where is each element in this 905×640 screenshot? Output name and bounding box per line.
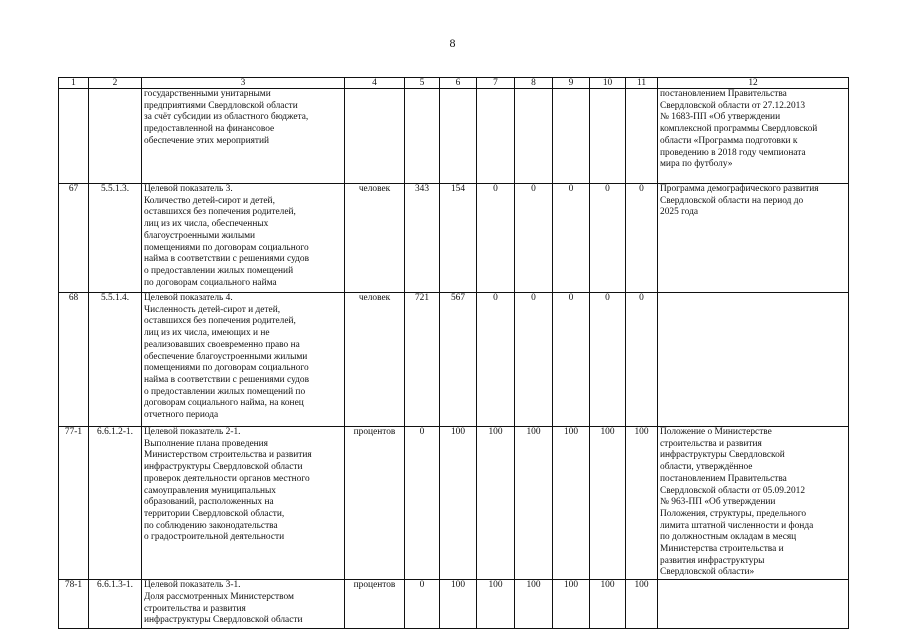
header-cell: 8 — [515, 78, 553, 89]
header-cell: 12 — [658, 78, 849, 89]
indicators-table — [58, 77, 849, 629]
row-number-cell: 68 — [59, 293, 89, 427]
value-cell: 0 — [477, 184, 515, 293]
header-cell: 3 — [142, 78, 345, 89]
row-number-cell: 67 — [59, 184, 89, 293]
header-cell: 10 — [590, 78, 626, 89]
value-cell: 0 — [626, 293, 658, 427]
unit-cell: процентов — [345, 580, 405, 629]
value-cell: 100 — [440, 580, 477, 629]
source-document-cell — [658, 580, 849, 629]
value-cell — [515, 89, 553, 184]
header-cell: 7 — [477, 78, 515, 89]
value-cell: 567 — [440, 293, 477, 427]
source-document-cell: Программа демографического развития Свердловской области на период до 2025 года — [658, 184, 849, 293]
unit-cell — [345, 89, 405, 184]
header-cell: 4 — [345, 78, 405, 89]
value-cell: 100 — [440, 427, 477, 580]
header-cell: 6 — [440, 78, 477, 89]
table-row — [59, 89, 849, 184]
table-row — [59, 580, 849, 629]
indicator-code-cell — [89, 89, 142, 184]
source-document-cell: постановлением Правительства Свердловской области от 27.12.2013 № 1683-ПП «Об утверждении комплексной программы Свердловской области «Программа подготовки к проведению в 2018 году чемпионата мира по футболу» — [658, 89, 849, 184]
value-cell: 100 — [477, 427, 515, 580]
row-number-cell: 77-1 — [59, 427, 89, 580]
row-number-cell: 78-1 — [59, 580, 89, 629]
source-document-cell: Положение о Министерстве строительства и развития инфраструктуры Свердловской области, утверждённое постановлением Правительства Свердловской области от 05.09.2012 № 963-ПП «Об утверждении Положения, структуры, предельного лимита штатной численности и фонда по должностным окладам в месяц Министерства строительства и развития инфраструктуры Свердловской области» — [658, 427, 849, 580]
indicator-name-cell: Целевой показатель 2-1. Выполнение плана проведения Министерством строительства и развития инфраструктуры Свердловской области проверок деятельности органов местного самоуправления муниципальных образований, расположенных на территории Свердловской области, по соблюдению законодательства о градостроительной деятельности — [142, 427, 345, 580]
indicator-code-cell: 5.5.1.4. — [89, 293, 142, 427]
value-cell: 0 — [590, 293, 626, 427]
unit-cell: человек — [345, 293, 405, 427]
value-cell: 100 — [515, 427, 553, 580]
row-number-cell — [59, 89, 89, 184]
indicator-name-cell: Целевой показатель 3-1. Доля рассмотренных Министерством строительства и развития инфраструктуры Свердловской области — [142, 580, 345, 629]
value-cell: 100 — [553, 427, 590, 580]
value-cell — [405, 89, 440, 184]
value-cell: 0 — [405, 427, 440, 580]
value-cell: 0 — [553, 184, 590, 293]
value-cell: 0 — [626, 184, 658, 293]
header-cell: 1 — [59, 78, 89, 89]
value-cell: 0 — [477, 293, 515, 427]
unit-cell: человек — [345, 184, 405, 293]
value-cell — [590, 89, 626, 184]
value-cell — [626, 89, 658, 184]
unit-cell: процентов — [345, 427, 405, 580]
value-cell: 0 — [515, 293, 553, 427]
value-cell: 0 — [515, 184, 553, 293]
value-cell: 100 — [477, 580, 515, 629]
value-cell: 100 — [590, 427, 626, 580]
table-row — [59, 184, 849, 293]
value-cell: 0 — [405, 580, 440, 629]
table-row — [59, 293, 849, 427]
value-cell: 721 — [405, 293, 440, 427]
indicator-code-cell: 6.6.1.3-1. — [89, 580, 142, 629]
indicator-code-cell: 6.6.1.2-1. — [89, 427, 142, 580]
value-cell: 0 — [553, 293, 590, 427]
value-cell: 0 — [590, 184, 626, 293]
value-cell: 100 — [626, 427, 658, 580]
value-cell: 343 — [405, 184, 440, 293]
value-cell — [477, 89, 515, 184]
value-cell — [553, 89, 590, 184]
value-cell: 154 — [440, 184, 477, 293]
source-document-cell — [658, 293, 849, 427]
value-cell — [440, 89, 477, 184]
value-cell: 100 — [626, 580, 658, 629]
header-cell: 5 — [405, 78, 440, 89]
page-number: 8 — [449, 36, 456, 50]
header-cell: 9 — [553, 78, 590, 89]
header-cell: 2 — [89, 78, 142, 89]
indicator-name-cell: Целевой показатель 3. Количество детей-сирот и детей, оставшихся без попечения родителей, лиц из их числа, обеспеченных благоустроенными жилыми помещениями по договорам социального найма в соответствии с решениями судов о предоставлении жилых помещений по договорам социального найма — [142, 184, 345, 293]
indicator-name-cell: Целевой показатель 4. Численность детей-сирот и детей, оставшихся без попечения родителей, лиц из их числа, имеющих и не реализовавших своевременно право на обеспечение благоустроенными жилыми помещениями по договорам социального найма в соответствии с решениями судов о предоставлении жилых помещений по договорам социального найма, на конец отчетного периода — [142, 293, 345, 427]
indicator-code-cell: 5.5.1.3. — [89, 184, 142, 293]
value-cell: 100 — [515, 580, 553, 629]
column-number-row — [59, 78, 849, 89]
value-cell: 100 — [590, 580, 626, 629]
indicator-name-cell: государственными унитарными предприятиями Свердловской области за счёт субсидии из областного бюджета, предоставленной на финансовое обеспечение этих мероприятий — [142, 89, 345, 184]
value-cell: 100 — [553, 580, 590, 629]
header-cell: 11 — [626, 78, 658, 89]
table-row — [59, 427, 849, 580]
